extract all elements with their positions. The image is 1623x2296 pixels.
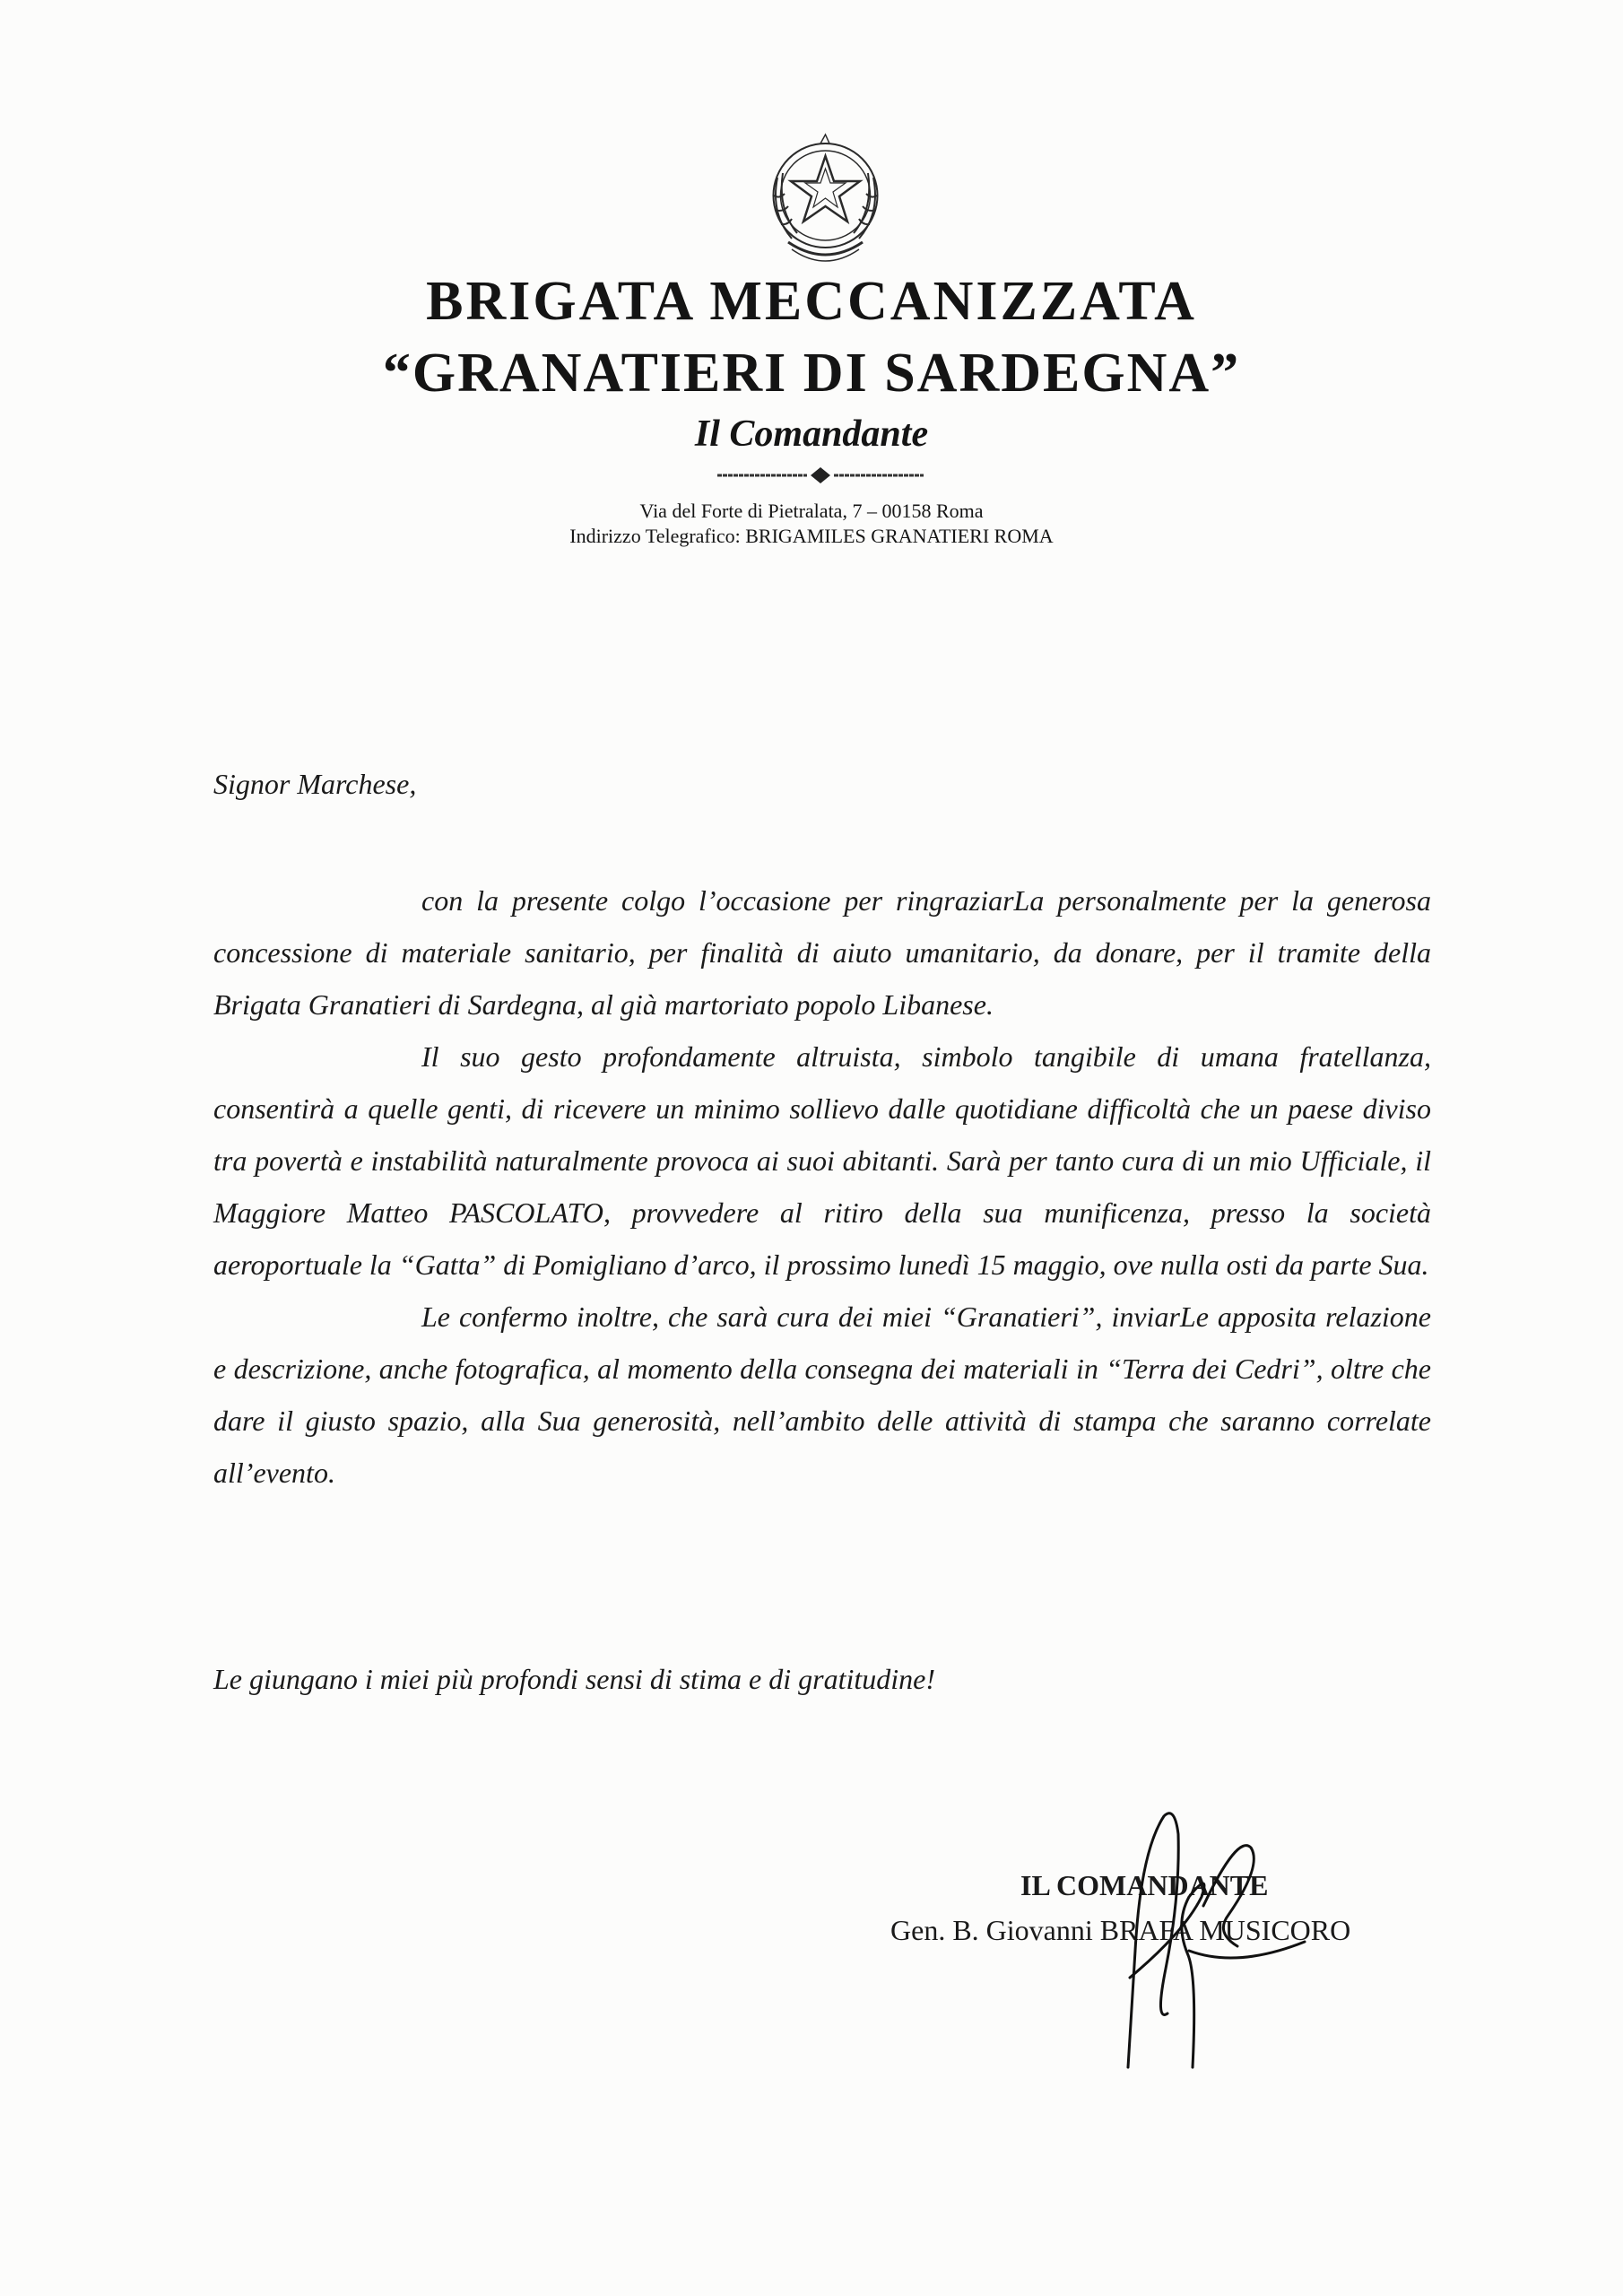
letter-closing: Le giungano i miei più profondi sensi di stima e di gratitudine!: [213, 1663, 936, 1695]
letterhead-role: Il Comandante: [694, 413, 929, 455]
handwritten-signature-icon: [1103, 1798, 1309, 2085]
signatory-name: Gen. B. Giovanni BRAFA MUSICORO: [890, 1914, 1351, 1946]
signature-title: IL COMANDANTE: [1020, 1869, 1269, 1901]
diamond-divider-icon: [717, 466, 924, 484]
letterhead-brigade-title: “GRANATIERI DI SARDEGNA”: [382, 343, 1241, 404]
letter-paragraph: Le confermo inoltre, che sarà cura dei miei “Granatieri”, inviarLe apposita relazione e descrizione, anche fotografica, al momento della consegna dei materiali in “Terra dei Cedri”, oltre che dare il giusto spazio, alla Sua generosità, nell’ambito delle attività di stampa che saranno correlate all’evento.: [213, 1300, 1431, 1489]
italian-republic-emblem-icon: [765, 124, 886, 276]
letter-paragraph: con la presente colgo l’occasione per ringraziarLa personalmente per la generosa concessione di materiale sanitario, per finalità di aiuto umanitario, da donare, per il tramite della Brigata Granatieri di Sardegna, al già martoriato popolo Libanese.: [213, 884, 1431, 1021]
letterhead-brigade-name: BRIGATA MECCANIZZATA: [426, 271, 1197, 332]
letterhead-telegraph-address: Indirizzo Telegrafico: BRIGAMILES GRANATIERI ROMA: [569, 525, 1054, 547]
letter-salutation: Signor Marchese,: [213, 768, 417, 800]
letter-body: [213, 874, 1431, 1499]
letterhead-address: Via del Forte di Pietralata, 7 – 00158 Roma: [639, 500, 984, 522]
letter-paragraph: Il suo gesto profondamente altruista, simbolo tangibile di umana fratellanza, consentirà a quelle genti, di ricevere un minimo sollievo dalle quotidiane difficoltà che un paese diviso tra povertà e instabilità naturalmente provoca ai suoi abitanti. Sarà per tanto cura di un mio Ufficiale, il Maggiore Matteo PASCOLATO, provvedere al ritiro della sua munificenza, presso la società aeroportuale la “Gatta” di Pomigliano d’arco, il prossimo lunedì 15 maggio, ove nulla osti da parte Sua.: [213, 1040, 1431, 1281]
